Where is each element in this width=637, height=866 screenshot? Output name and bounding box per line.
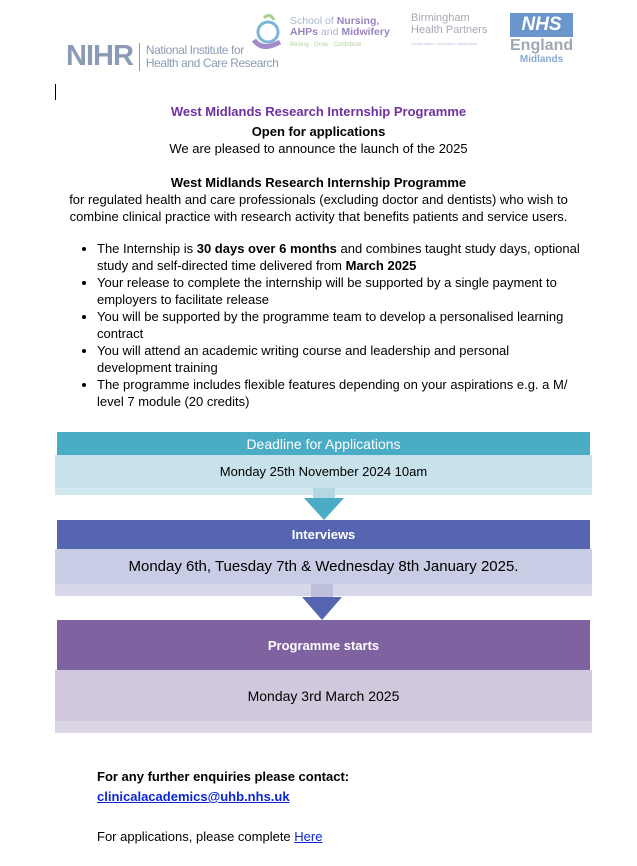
bullet-list: [78, 240, 587, 410]
list-item: • The Internship is 30 days over 6 months and combines taught study days, optional study and self-directed time delivered from March 2025: [97, 240, 587, 274]
deadline-date: Monday 25th November 2024 10am: [55, 455, 592, 488]
divider: [139, 43, 140, 71]
list-item: • You will attend an academic writing course and leadership and personal development training: [97, 342, 587, 376]
programme-start-header: Programme starts: [57, 620, 590, 670]
arrow-down-icon: [304, 498, 344, 520]
arrow-down-icon: [302, 597, 342, 620]
bhp-logo: Birmingham Health Partners Collaboration. Innovation. Application.: [411, 12, 488, 46]
list-item: • You will be supported by the programme team to develop a personalised learning contract: [97, 308, 587, 342]
arrow-stem: [311, 584, 333, 598]
announce-text: We are pleased to announce the launch of the 2025: [169, 141, 468, 156]
programme-name: West Midlands Research Internship Programme: [170, 175, 467, 190]
text-cursor: [55, 84, 56, 100]
interviews-dates: Monday 6th, Tuesday 7th & Wednesday 8th January 2025.: [55, 549, 592, 584]
programme-start-date: Monday 3rd March 2025: [55, 670, 592, 721]
list-item: • The programme includes flexible features depending on your aspirations e.g. a M/ level 7 module (20 credits): [97, 376, 587, 410]
apply-here-link[interactable]: Here: [294, 829, 323, 844]
school-nursing-logo: School of Nursing, AHPs and Midwifery Belong · Grow · Contribute: [250, 12, 390, 54]
open-label: Open for applications: [251, 124, 386, 139]
hands-leaf-icon: [250, 12, 286, 54]
nhs-logo: NHS England Midlands: [510, 14, 574, 65]
email-link[interactable]: clinicalacademics@uhb.nhs.uk: [97, 789, 290, 804]
apply-text: For applications, please complete Here: [97, 829, 323, 844]
list-item: • Your release to complete the internship will be supported by a single payment to employers to facilitate release: [97, 274, 587, 308]
description-line: for regulated health and care professionals (excluding doctor and dentists) who wish to: [69, 192, 568, 207]
description-line: combine clinical practice with research activity that benefits patients and service users.: [69, 209, 568, 224]
deadline-header: Deadline for Applications: [57, 432, 590, 455]
nihr-logo: NIHR National Institute for Health and Care Research: [66, 40, 279, 72]
interviews-header: Interviews: [57, 520, 590, 549]
enquiries-label: For any further enquiries please contact:: [97, 769, 350, 784]
page-title: West Midlands Research Internship Programme: [170, 104, 467, 119]
